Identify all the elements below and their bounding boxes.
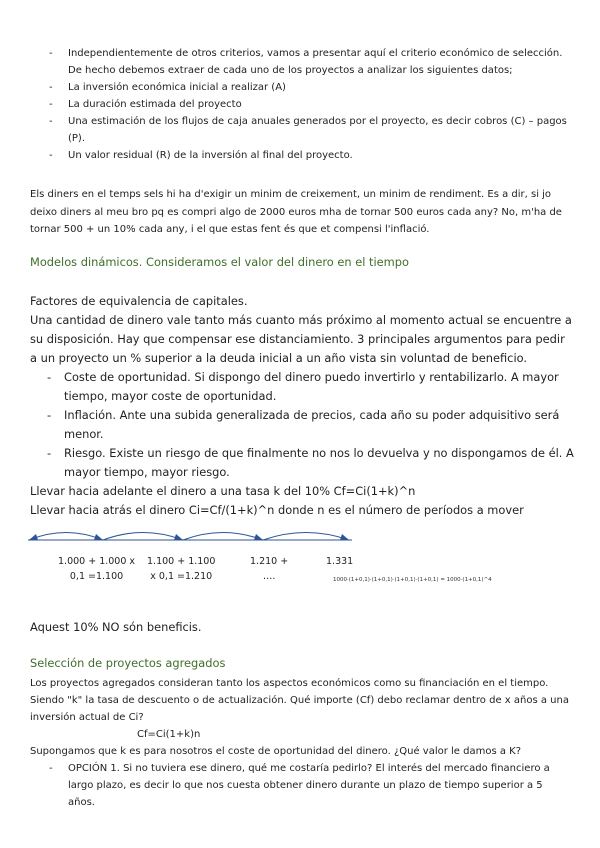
list-item: - La inversión económica inicial a realizar (A) — [30, 79, 570, 96]
arrow-head — [340, 534, 349, 540]
diagram-label-text: 1.331 — [326, 556, 354, 567]
equivalence-section — [30, 292, 575, 520]
heading-modelos-dinamicos: Modelos dinámicos. Consideramos el valor del dinero en el tiempo — [30, 255, 409, 269]
criteria-section — [30, 45, 570, 164]
diagram-formula: 1000·(1+0,1)·(1+0,1)·(1+0,1)·(1+0,1) = 1000·(1+0,1)^4 — [333, 577, 492, 583]
agregados-formula: Cf=Ci(1+k)n — [137, 729, 201, 740]
arrow-head — [174, 534, 183, 540]
arrow-head — [29, 534, 38, 540]
list-item: - Inflación. Ante una subida generalizada de precios, cada año su poder adquisitivo será menor. — [30, 406, 575, 444]
heading-proyectos-agregados: Selección de proyectos agregados — [30, 656, 226, 670]
list-item: - Una estimación de los flujos de caja anuales generados por el proyecto, es decir cobros (C) – pagos (P). — [30, 113, 570, 147]
section-title-line: Factores de equivalencia de capitales. — [30, 294, 248, 308]
list-item: - Riesgo. Existe un riesgo de que finalmente no nos lo devuelva y no dispongamos de él. A mayor tiempo, mayor riesgo. — [30, 444, 575, 482]
diagram-label — [250, 554, 288, 584]
list-item: - La duración estimada del proyecto — [30, 96, 570, 113]
arrow-head — [94, 534, 103, 540]
k-question: Supongamos que k es para nosotros el coste de oportunidad del dinero. ¿Qué valor le damos a K? — [30, 746, 522, 757]
diagram-label — [58, 554, 135, 584]
list-item: - Independientemente de otros criterios, vamos a presentar aquí el criterio económico de selección. De hecho debemos extraer de cada uno de los proyectos a analizar los siguientes datos; — [30, 45, 570, 79]
arguments-list — [30, 368, 575, 482]
agregados-paragraph: Los proyectos agregados consideran tanto los aspectos económicos como su financiación en el tiempo. Siendo "k" la tasa de descuento o de actualización. Qué importe (Cf) debo reclamar dentro de x años a una inversión actual de Ci? — [30, 678, 569, 723]
diagram-label-text: 1.100 + 1.100 x 0,1 =1.210 — [147, 556, 216, 582]
diagram-label-text: 1.210 + …. — [250, 556, 289, 582]
list-item: - Coste de oportunidad. Si dispongo del dinero puedo invertirlo y rentabilizarlo. A mayor tiempo, mayor coste de oportunidad. — [30, 368, 575, 406]
arrow-head — [254, 534, 263, 540]
arc-arrow — [263, 533, 349, 541]
options-list — [30, 760, 570, 811]
criteria-list — [30, 45, 570, 164]
list-item: - Un valor residual (R) de la inversión al final del proyecto. — [30, 147, 570, 164]
arc-arrow — [103, 533, 183, 541]
diagram-label-text: 1.000 + 1.000 x 0,1 =1.100 — [58, 556, 136, 582]
catalan-note: Els diners en el temps sels hi ha d'exigir un minim de creixement, un minim de rendiment. Es a dir, si jo deixo diners al meu bro pq es compri algo de 2000 euros mha de tornar 500 euros cada any? No, m'ha de tornar 500 + un 10% cada any, i el que estas fent és que et compensi l'inflació. — [30, 189, 562, 235]
intro-paragraph: Una cantidad de dinero vale tanto más cuanto más próximo al momento actual se encuentre a su disposición. Hay que compensar ese distanciamiento. 3 principales argumentos para pedir a un proyecto un % superior a la deuda inicial a un año vista sin voluntad de beneficio. — [30, 313, 572, 365]
backward-formula-line: Llevar hacia atrás el dinero Ci=Cf/(1+k)^n donde n es el número de períodos a mover — [30, 503, 524, 517]
diagram-label — [326, 554, 353, 569]
aquest-note: Aquest 10% NO són beneficis. — [30, 620, 202, 634]
arc-arrow — [29, 533, 103, 541]
arc-arrow — [183, 533, 263, 541]
list-item: - OPCIÓN 1. Si no tuviera ese dinero, qué me costaría pedirlo? El interés del mercado financiero a largo plazo, es decir lo que nos cuesta obtener dinero durante un plazo de tiempo superior a 5 años. — [30, 760, 570, 811]
forward-formula-line: Llevar hacia adelante el dinero a una tasa k del 10% Cf=Ci(1+k)^n — [30, 484, 416, 498]
agregados-section — [30, 675, 570, 811]
diagram-label — [147, 554, 215, 584]
